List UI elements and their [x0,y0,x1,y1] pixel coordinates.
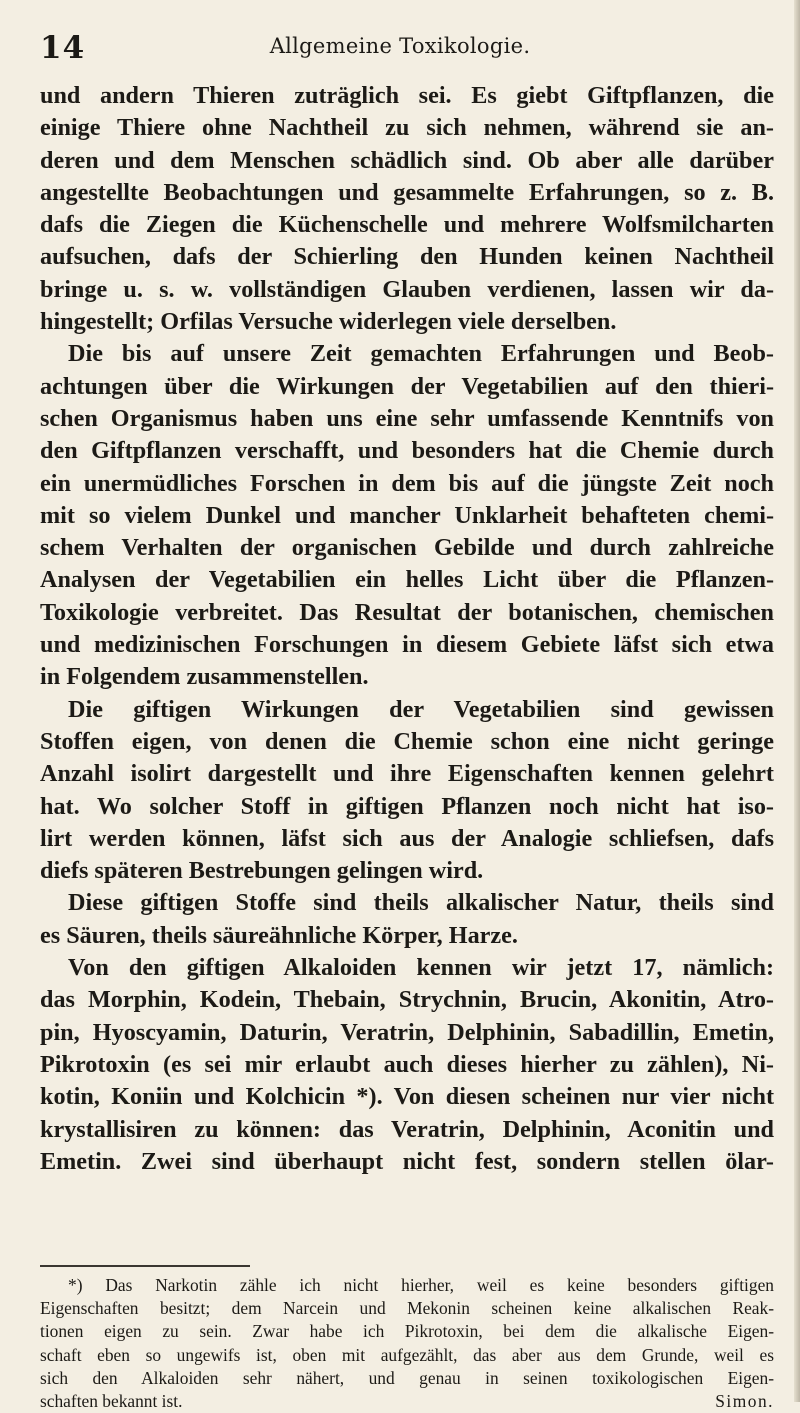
text-line: es Säuren, theils säureähnliche Körper, Harze. [40,921,518,949]
footnote-line-text: sich den Alkaloiden sehr nähert, und genau in seinen toxikologischen Eigen- [40,1367,774,1388]
text-line: Toxikologie verbreitet. Das Resultat der botanischen, chemischen [40,598,774,626]
text-line: diefs späteren Bestrebungen gelingen wird. [40,857,484,885]
text-line: einige Thiere ohne Nachtheil zu sich nehmen, während sie an- [40,114,774,142]
text-line: deren und dem Menschen schädlich sind. Ob aber alle darüber [40,146,774,174]
text-line: krystallisiren zu können: das Veratrin, Delphinin, Aconitin und [40,1115,774,1143]
text-line: bringe u. s. w. vollständigen Glauben verdienen, lassen wir da- [40,275,774,303]
footnote-rule [40,1265,250,1267]
text-line: schen Organismus haben uns eine sehr umfassende Kenntnifs von [40,404,774,432]
text-line: Emetin. Zwei sind überhaupt nicht fest, sondern stellen ölar- [40,1147,774,1175]
footnote-line-text: schaften bekannt ist. [40,1391,183,1412]
text-line: dafs die Ziegen die Küchenschelle und mehrere Wolfsmilcharten [40,211,774,239]
footnote-signature: Simon. [715,1391,774,1412]
footnote [40,1274,774,1413]
text-line: kotin, Koniin und Kolchicin *). Von diesen scheinen nur vier nicht [40,1083,774,1111]
text-line: pin, Hyoscyamin, Daturin, Veratrin, Delphinin, Sabadillin, Emetin, [40,1018,774,1046]
page-edge-shadow [794,0,800,1402]
text-line: schem Verhalten der organischen Gebilde und durch zahlreiche [40,534,774,562]
footnote-line-text: Eigenschaften besitzt; dem Narcein und Mekonin scheinen keine alkalischen Reak- [40,1298,774,1319]
text-line: Diese giftigen Stoffe sind theils alkalischer Natur, theils sind [68,889,774,917]
text-line: Pikrotoxin (es sei mir erlaubt auch dieses hierher zu zählen), Ni- [40,1050,774,1078]
text-line: in Folgendem zusammenstellen. [40,663,369,691]
footnote-line [40,1274,774,1297]
page-number: 14 [40,30,86,66]
text-line: Stoffen eigen, von denen die Chemie schon eine nicht geringe [40,727,774,755]
footnote-line [40,1367,774,1390]
text-line: und andern Thieren zuträglich sei. Es giebt Giftpflanzen, die [40,82,774,109]
footnote-line [40,1344,774,1367]
text-line: aufsuchen, dafs der Schierling den Hunden keinen Nachtheil [40,243,774,271]
text-line: achtungen über die Wirkungen der Vegetabilien auf den thieri- [40,372,774,400]
footnote-line [40,1320,774,1343]
text-line: Anzahl isolirt dargestellt und ihre Eigenschaften kennen gelehrt [40,760,774,788]
footnote-line-text: *) Das Narkotin zähle ich nicht hierher, weil es keine besonders giftigen [68,1275,774,1295]
text-line: mit so vielem Dunkel und mancher Unklarheit behafteten chemi- [40,501,774,529]
text-line: und medizinischen Forschungen in diesem Gebiete läfst sich etwa [40,631,774,659]
text-line: Analysen der Vegetabilien ein helles Licht über die Pflanzen- [40,566,774,594]
text-line: lirt werden können, läfst sich aus der Analogie schliefsen, dafs [40,824,774,852]
text-line: das Morphin, Kodein, Thebain, Strychnin, Brucin, Akonitin, Atro- [40,986,774,1014]
text-line: Die bis auf unsere Zeit gemachten Erfahrungen und Beob- [68,340,774,368]
footnote-line-text: schaft eben so ungewifs ist, oben mit aufgezählt, das aber aus dem Grunde, weil es [40,1344,774,1365]
text-line: hingestellt; Orfilas Versuche widerlegen viele derselben. [40,308,617,336]
text-line: ein unermüdliches Forschen in dem bis auf die jüngste Zeit noch [40,469,774,497]
text-line: hat. Wo solcher Stoff in giftigen Pflanzen noch nicht hat iso- [40,792,774,820]
body-text [40,80,774,1178]
text-line: Von den giftigen Alkaloiden kennen wir jetzt 17, nämlich: [68,954,774,982]
text-line: angestellte Beobachtungen und gesammelte Erfahrungen, so z. B. [40,178,774,206]
text-line: Die giftigen Wirkungen der Vegetabilien sind gewissen [68,695,774,723]
footnote-line-text: tionen eigen zu sein. Zwar habe ich Pikrotoxin, bei dem die alkalische Eigen- [40,1321,774,1342]
page-header [40,26,760,66]
running-head: Allgemeine Toxikologie. [269,34,531,58]
footnote-line [40,1297,774,1320]
text-line: den Giftpflanzen verschafft, und besonders hat die Chemie durch [40,437,774,465]
